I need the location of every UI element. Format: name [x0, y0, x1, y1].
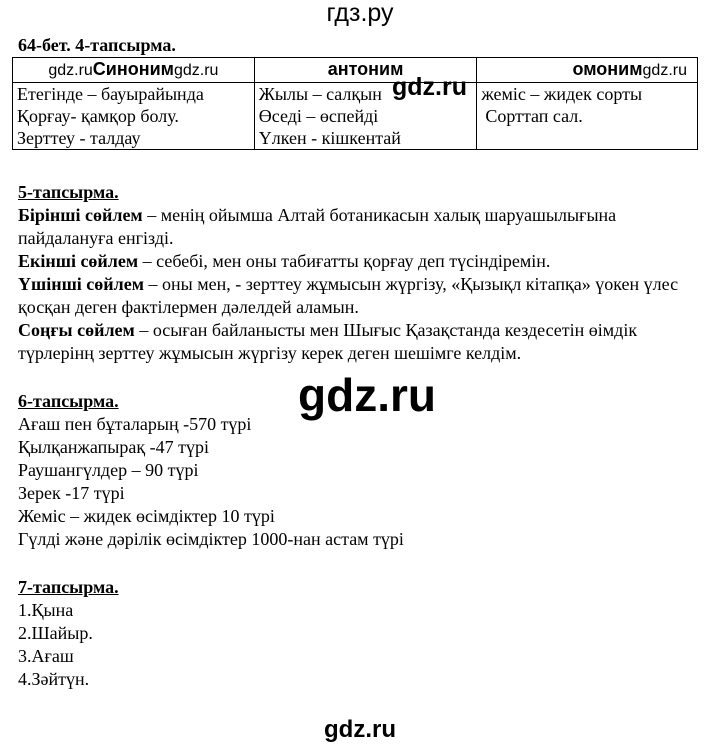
table-cell: Үлкен - кішкентай	[254, 127, 477, 150]
table-cell: Қорғау- қамқор болу.	[13, 105, 255, 127]
table-cell: Жылы – салқын	[254, 83, 477, 106]
synonym-label: Синоним	[92, 59, 174, 79]
sentence-text: – менің ойымша Алтай ботаникасын халық шаруашылығына пайдалануға енгізді.	[18, 205, 617, 248]
task5-body	[18, 204, 708, 365]
watermark-center: gdz.ru	[298, 369, 436, 421]
table-row	[13, 105, 698, 127]
table-cell	[477, 127, 698, 150]
task5-title: 5-тапсырма.	[18, 182, 119, 202]
antonym-header: антоним	[254, 58, 477, 83]
list-item: 2.Шайыр.	[18, 623, 93, 643]
list-item: Раушангүлдер – 90 түрі	[18, 460, 199, 480]
sentence-label: Екінші сөйлем	[18, 251, 139, 271]
table-cell: Өседі – өспейді	[254, 105, 477, 127]
table-watermark: gdz.ru	[48, 62, 93, 79]
table-cell: Сорттап сал.	[477, 105, 698, 127]
word-table	[12, 57, 698, 150]
sentence-label: Соңғы сөйлем	[18, 320, 135, 340]
watermark-top: гдз.ру	[326, 0, 394, 27]
sentence-text: – осыған байланысты мен Шығыс Қазақстанда кездесетін өімдік түрлерінң зерттеу жұмысын жүргізу керек деген шешімге келдім.	[18, 320, 638, 363]
page-header: 64-бет. 4-тапсырма.	[18, 35, 176, 55]
table-header-row	[13, 58, 698, 83]
table-cell: жеміс – жидек сорты	[477, 83, 698, 106]
sentence-1	[18, 204, 708, 250]
sentence-label: Үшінші сөйлем	[18, 274, 144, 294]
list-item: Гүлді және дәрілік өсімдіктер 1000-нан астам түрі	[18, 529, 404, 549]
list-item: 1.Қына	[18, 600, 74, 620]
synonym-header	[13, 58, 255, 83]
sentence-text: – оны мен, - зерттеу жұмысын жүргізу, «Қызықл кітапқа» үокен үлес қосқан деген фактілермен дәлелдей аламын.	[18, 274, 679, 317]
list-item: 3.Ағаш	[18, 646, 74, 666]
table-row	[13, 83, 698, 106]
table-row	[13, 127, 698, 150]
sentence-label: Бірінші сөйлем	[18, 205, 143, 225]
task7-title: 7-тапсырма.	[18, 577, 119, 597]
table-cell: Етегінде – бауырайында	[13, 83, 255, 106]
sentence-3	[18, 273, 708, 319]
list-item: Зерек -17 түрі	[18, 483, 125, 503]
list-item: Жеміс – жидек өсімдіктер 10 түрі	[18, 506, 275, 526]
table-watermark: gdz.ru	[642, 62, 687, 79]
sentence-2	[18, 250, 708, 273]
watermark-table: gdz.ru	[392, 73, 467, 101]
task6-title: 6-тапсырма.	[18, 391, 119, 411]
list-item: Қылқанжапырақ -47 түрі	[18, 437, 209, 457]
list-item: Ағаш пен бұталарың -570 түрі	[18, 414, 252, 434]
table-cell: Зерттеу - талдау	[13, 127, 255, 150]
task6-body	[18, 413, 708, 551]
homonym-label: омоним	[572, 59, 643, 79]
sentence-text: – себебі, мен оны табиғатты қорғау деп түсіндіремін.	[138, 251, 551, 271]
table-watermark: gdz.ru	[173, 62, 219, 79]
list-item: 4.Зәйтүн.	[18, 669, 90, 689]
sentence-4	[18, 319, 708, 365]
task7-body	[18, 599, 708, 691]
homonym-header	[477, 58, 698, 83]
watermark-bottom: gdz.ru	[324, 716, 396, 743]
